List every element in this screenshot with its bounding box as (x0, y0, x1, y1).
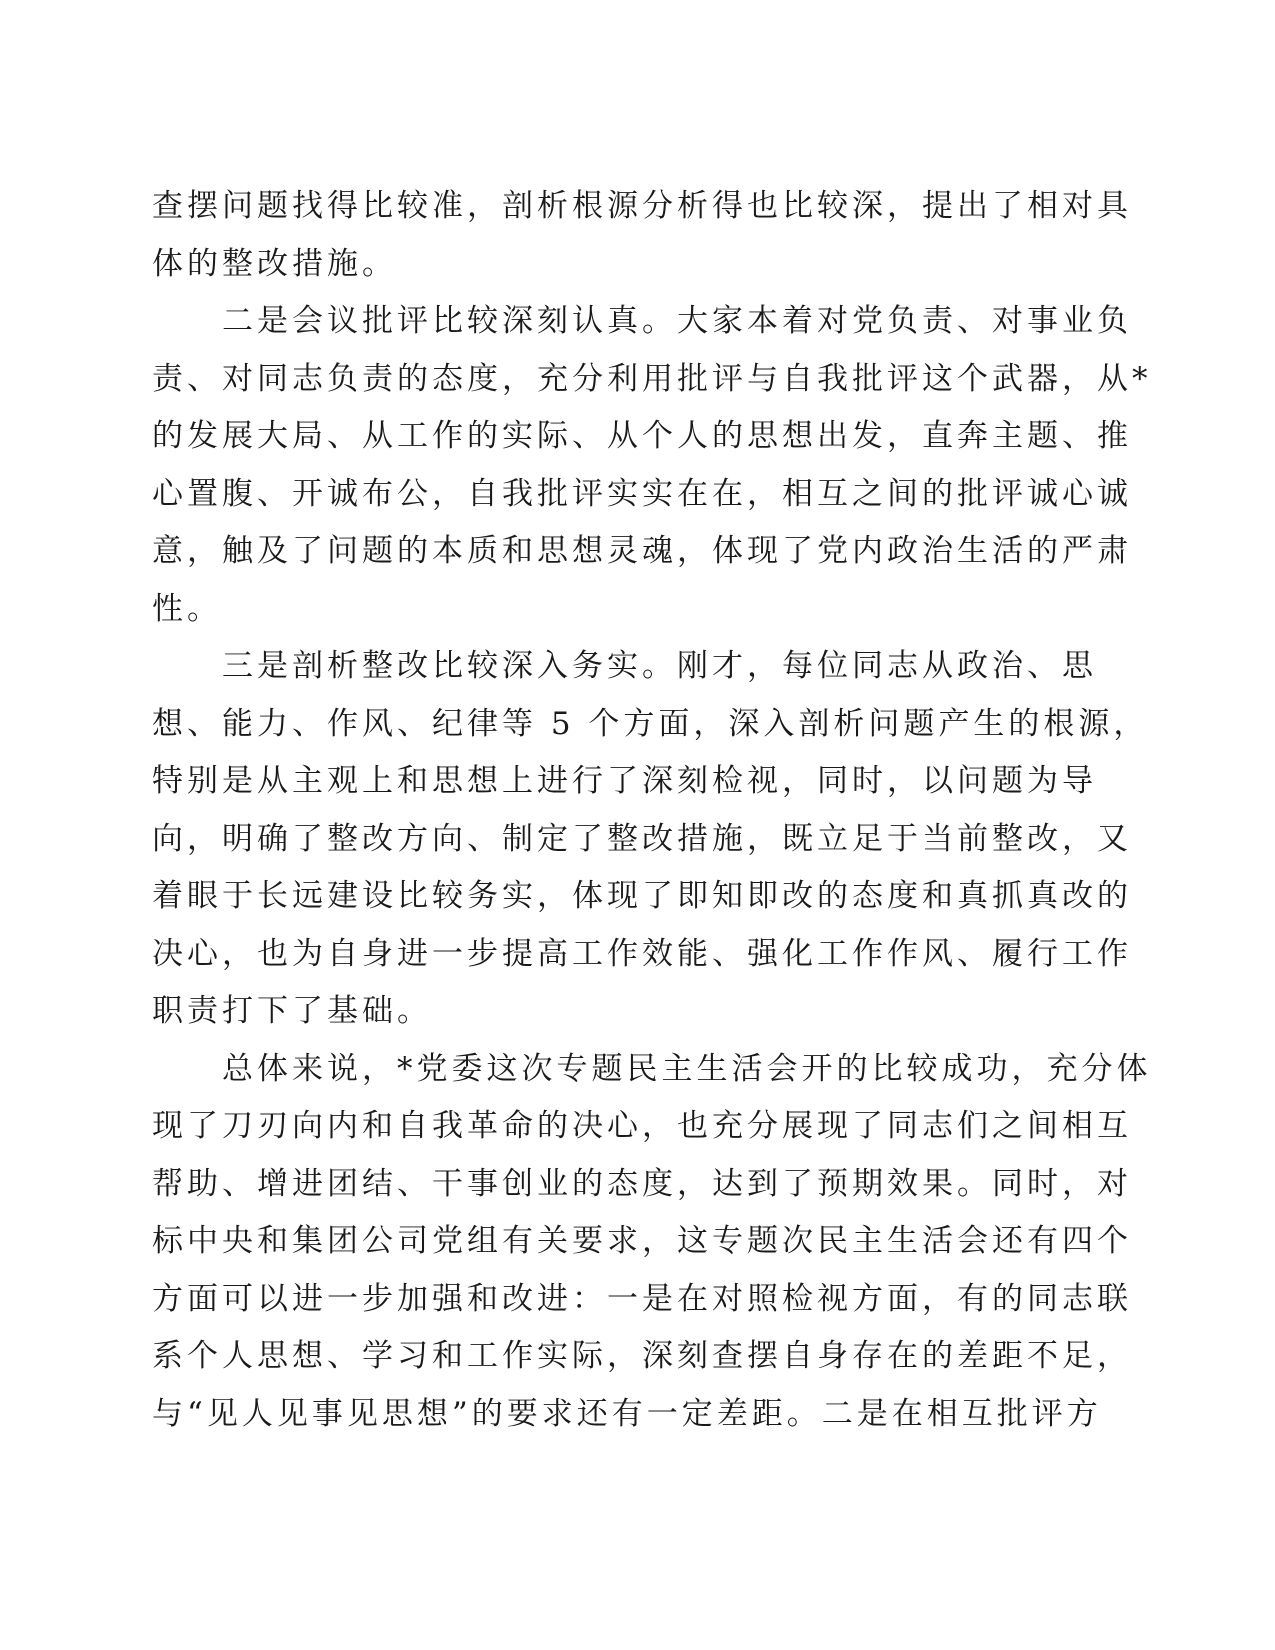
text-line: 职责打下了基础。 (152, 993, 432, 1029)
text-line: 帮助、增进团结、干事创业的态度，达到了预期效果。同时，对 (152, 1165, 1132, 1202)
text-line: 心置腹、开诚布公，自我批评实实在在，相互之间的批评诚心诚 (152, 475, 1132, 512)
text-line: 决心，也为自身进一步提高工作效能、强化工作作风、履行工作 (152, 935, 1132, 972)
text-line: 与“见人见事见思想”的要求还有一定差距。二是在相互批评方 (152, 1395, 1102, 1432)
text-line: 性。 (152, 590, 222, 627)
text-line: 三是剖析整改比较深入务实。刚才，每位同志从政治、思 (152, 648, 1097, 684)
text-line: 查摆问题找得比较准，剖析根源分析得也比较深，提出了相对具 (152, 188, 1132, 224)
paragraph-4 (152, 1041, 1152, 1444)
text-line: 系个人思想、学习和工作实际，深刻查摆自身存在的差距不足， (152, 1338, 1132, 1374)
paragraph-1 (152, 178, 1132, 293)
document-body (152, 178, 1152, 1443)
paragraph-3 (152, 638, 1149, 1041)
text-line: 方面可以进一步加强和改进：一是在对照检视方面，有的同志联 (152, 1280, 1132, 1317)
text-line: 总体来说，*党委这次专题民主生活会开的比较成功，充分体 (152, 1050, 1152, 1087)
paragraph-2 (152, 293, 1152, 638)
text-line: 体的整改措施。 (152, 245, 397, 282)
text-line: 现了刀刃向内和自我革命的决心，也充分展现了同志们之间相互 (152, 1108, 1132, 1144)
text-line: 标中央和集团公司党组有关要求，这专题次民主生活会还有四个 (152, 1223, 1132, 1259)
text-line: 二是会议批评比较深刻认真。大家本着对党负责、对事业负 (152, 303, 1132, 339)
text-line: 的发展大局、从工作的实际、从个人的思想出发，直奔主题、推 (152, 418, 1132, 454)
text-line: 责、对同志负责的态度，充分利用批评与自我批评这个武器，从* (152, 360, 1152, 397)
text-line: 意，触及了问题的本质和思想灵魂，体现了党内政治生活的严肃 (152, 533, 1132, 569)
text-line: 着眼于长远建设比较务实，体现了即知即改的态度和真抓真改的 (152, 878, 1132, 914)
text-line: 特别是从主观上和思想上进行了深刻检视，同时，以问题为导 (152, 763, 1097, 799)
text-line: 向，明确了整改方向、制定了整改措施，既立足于当前整改，又 (152, 820, 1132, 857)
text-line: 想、能力、作风、纪律等 5 个方面，深入剖析问题产生的根源， (152, 705, 1149, 742)
